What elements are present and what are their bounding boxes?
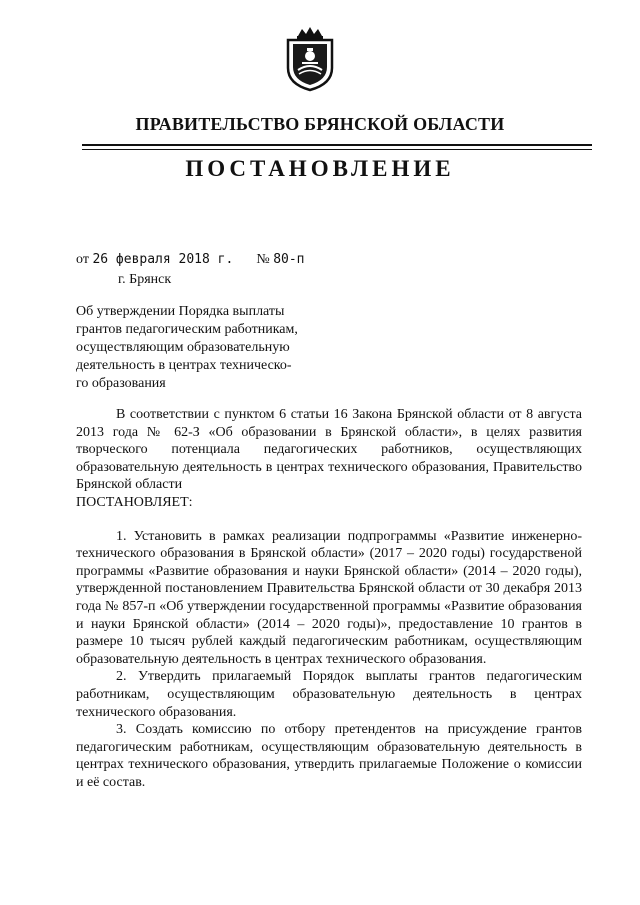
government-title: ПРАВИТЕЛЬСТВО БРЯНСКОЙ ОБЛАСТИ — [135, 114, 505, 134]
resolves-keyword: ПОСТАНОВЛЯЕТ: — [76, 494, 193, 510]
subject-line: осуществляющим образовательную — [76, 340, 290, 355]
document-subject — [76, 303, 326, 393]
date-prefix: от — [76, 252, 89, 267]
resolution-item-2: 2. Утвердить прилагаемый Порядок выплаты грантов педагогическим работникам, осуществляющим образовательную деятельность в центрах технического образования. — [76, 669, 582, 720]
document-city: г. Брянск — [118, 272, 172, 287]
resolution-item-3: 3. Создать комиссию по отбору претендентов на присуждение грантов педагогическим работникам, осуществляющим образовательную деятельность в центрах технического образования, утвердить прилагаемые Положение о комиссии и её состав. — [76, 722, 582, 790]
number-sign: № — [256, 252, 270, 267]
header-rule-thin — [82, 149, 592, 150]
document-number: 80-п — [273, 252, 305, 267]
subject-line: го образования — [76, 376, 166, 391]
document-body — [76, 406, 582, 791]
resolution-item-1: 1. Установить в рамках реализации подпрограммы «Развитие инженерно-технического образования в Брянской области» (2017 – 2020 годы) государственой программы «Развитие образования и науки Брянской области» (2014 – 2020 годы), утвержденной постановлением Правительства Брянской области от 30 декабря 2013 года № 857-п «Об утверждении государственной программы «Развитие образования и науки Брянской области» (2014 – 2020 годы)», предоставление 10 грантов в размере 10 тысяч рублей каждый педагогическим работникам, осуществляющим образовательную деятельность в центрах технического образования. — [76, 528, 582, 667]
bryansk-coat-of-arms-icon — [284, 26, 336, 92]
subject-line: грантов педагогическим работникам, — [76, 322, 298, 337]
subject-line: деятельность в центрах техническо- — [76, 358, 292, 373]
preamble-paragraph: В соответствии с пунктом 6 статьи 16 Закона Брянской области от 8 августа 2013 года № 62-З «Об образовании в Брянской области», в целях развития творческого потенциала педагогических работников, осуществляющих образовательную деятельность в центрах технического образования, Правительство Брянской области — [76, 407, 582, 493]
document-type: ПОСТАНОВЛЕНИЕ — [185, 156, 455, 181]
subject-line: Об утверждении Порядка выплаты — [76, 304, 285, 319]
header-rule-thick — [82, 144, 592, 146]
document-date: 26 февраля 2018 г. — [92, 252, 234, 267]
date-line — [76, 252, 305, 268]
